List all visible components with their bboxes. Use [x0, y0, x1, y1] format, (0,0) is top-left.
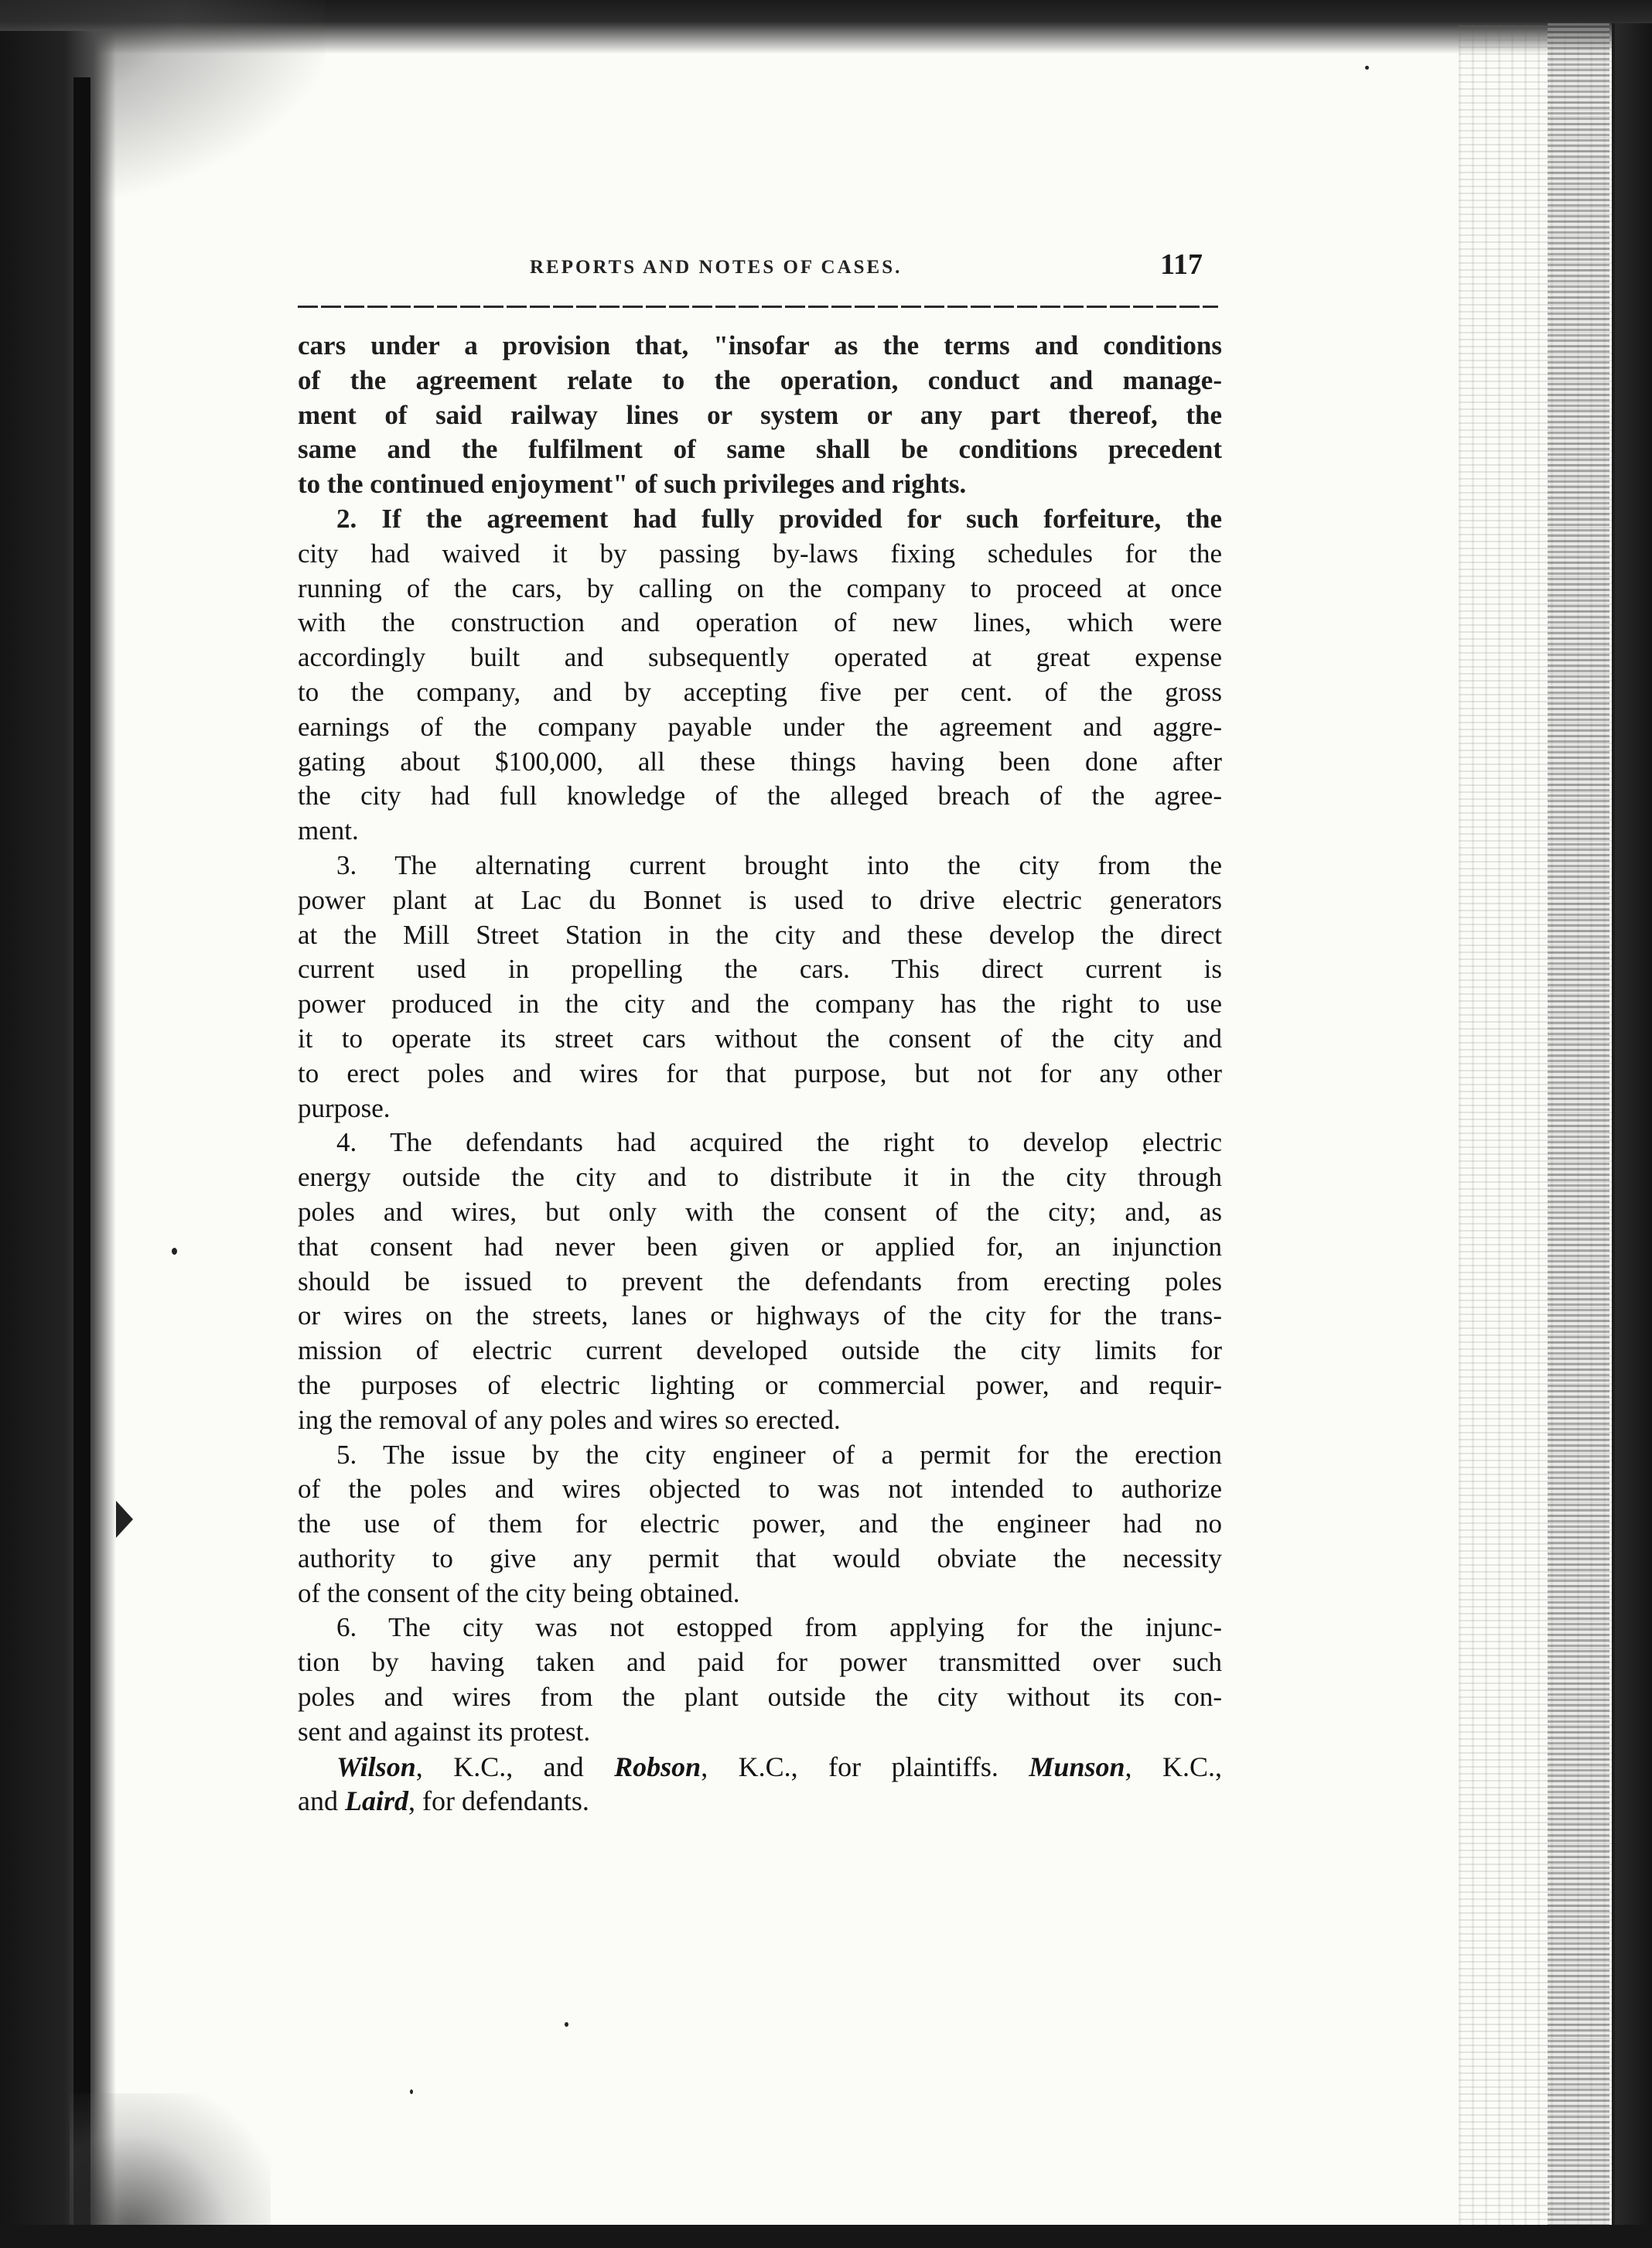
text-line: tion by having taken and paid for power transmitted over such [298, 1647, 1222, 1678]
text-line: same and the fulfilment of same shall be conditions precedent [298, 434, 1222, 465]
text-line: poles and wires from the plant outside the city without its con- [298, 1682, 1222, 1713]
counsel-line: and Laird, for defendants. [298, 1785, 589, 1817]
text-line: ment of said railway lines or system or any part thereof, the [298, 399, 1222, 430]
text-line: accordingly built and subsequently operated at great expense [298, 642, 1222, 673]
text-line: mission of electric current developed outside the city limits for [298, 1335, 1222, 1366]
text-line: that consent had never been given or applied for, an injunction [298, 1231, 1222, 1262]
text-line: 4. The defendants had acquired the right to develop electric [336, 1127, 1222, 1158]
page-edges-right [1459, 23, 1652, 2248]
scan-bottom-corner-shadow [70, 2093, 271, 2233]
text-line: ment. [298, 815, 359, 846]
text-line: to the company, and by accepting five per cent. of the gross [298, 676, 1222, 707]
stray-speck [565, 2022, 568, 2027]
text-line: purpose. [298, 1092, 391, 1123]
text-line: running of the cars, by calling on the company to proceed at once [298, 572, 1222, 603]
stray-speck [1365, 66, 1369, 70]
text-line: earnings of the company payable under the agreement and aggre- [298, 711, 1222, 742]
text-line: gating about $100,000, all these things having been done after [298, 746, 1222, 777]
text-line: 3. The alternating current brought into the city from the [336, 849, 1222, 880]
text-line: 2. If the agreement had fully provided for such forfeiture, the [336, 503, 1222, 534]
text-line: city had waived it by passing by-laws fixing schedules for the [298, 538, 1222, 569]
text-line: ing the removal of any poles and wires so erected. [298, 1404, 841, 1435]
stray-speck [172, 1248, 177, 1255]
text-line: to erect poles and wires for that purpose, but not for any other [298, 1057, 1222, 1088]
counsel-name: Robson [614, 1751, 701, 1782]
book-binding-shadow [0, 31, 116, 2248]
text-line: of the poles and wires objected to was not intended to authorize [298, 1474, 1222, 1505]
text-line: power plant at Lac du Bonnet is used to drive electric generators [298, 884, 1222, 915]
binding-notch [116, 1501, 133, 1538]
text-line: current used in propelling the cars. This direct current is [298, 954, 1222, 985]
text-line: the purposes of electric lighting or commercial power, and requir- [298, 1369, 1222, 1400]
page-number: 117 [1160, 248, 1203, 281]
running-head [298, 248, 1222, 302]
text-line: or wires on the streets, lanes or highways of the city for the trans- [298, 1300, 1222, 1331]
scan-bottom-edge [0, 2225, 1652, 2248]
counsel-name: Laird [344, 1785, 408, 1817]
text-line: 5. The issue by the city engineer of a permit for the erection [336, 1439, 1222, 1470]
text-line: power produced in the city and the company has the right to use [298, 989, 1222, 1020]
counsel-name: Wilson [336, 1751, 416, 1782]
text-line: the city had full knowledge of the alleged breach of the agree- [298, 781, 1222, 811]
page-content [298, 248, 1222, 1819]
text-line: poles and wires, but only with the consent of the city; and, as [298, 1196, 1222, 1227]
text-line: authority to give any permit that would obviate the necessity [298, 1543, 1222, 1573]
text-line: of the agreement relate to the operation, conduct and manage- [298, 364, 1222, 395]
running-title: REPORTS AND NOTES OF CASES. [530, 257, 903, 278]
binding-gutter [73, 77, 90, 2236]
text-line: at the Mill Street Station in the city and these develop the direct [298, 919, 1222, 950]
text-line: to the continued enjoyment" of such privileges and rights. [298, 469, 967, 500]
text-line: cars under a provision that, "insofar as the terms and conditions [298, 330, 1222, 360]
text-line: should be issued to prevent the defendants from erecting poles [298, 1266, 1222, 1297]
body-text [298, 329, 1222, 1819]
text-line: of the consent of the city being obtained. [298, 1577, 740, 1608]
text-line: the use of them for electric power, and the engineer had no [298, 1508, 1222, 1539]
counsel-line: Wilson, K.C., and Robson, K.C., for plaintiffs. Munson, K.C., [336, 1751, 1223, 1782]
counsel-name: Munson [1029, 1751, 1125, 1782]
text-line: energy outside the city and to distribute it in the city through [298, 1162, 1222, 1193]
text-line: with the construction and operation of new lines, which were [298, 607, 1222, 638]
header-rule [298, 306, 1218, 308]
text-line: 6. The city was not estopped from applying for the injunc- [336, 1612, 1222, 1643]
stray-speck [410, 2089, 413, 2094]
text-line: it to operate its street cars without the consent of the city and [298, 1023, 1222, 1054]
text-line: sent and against its protest. [298, 1716, 591, 1747]
